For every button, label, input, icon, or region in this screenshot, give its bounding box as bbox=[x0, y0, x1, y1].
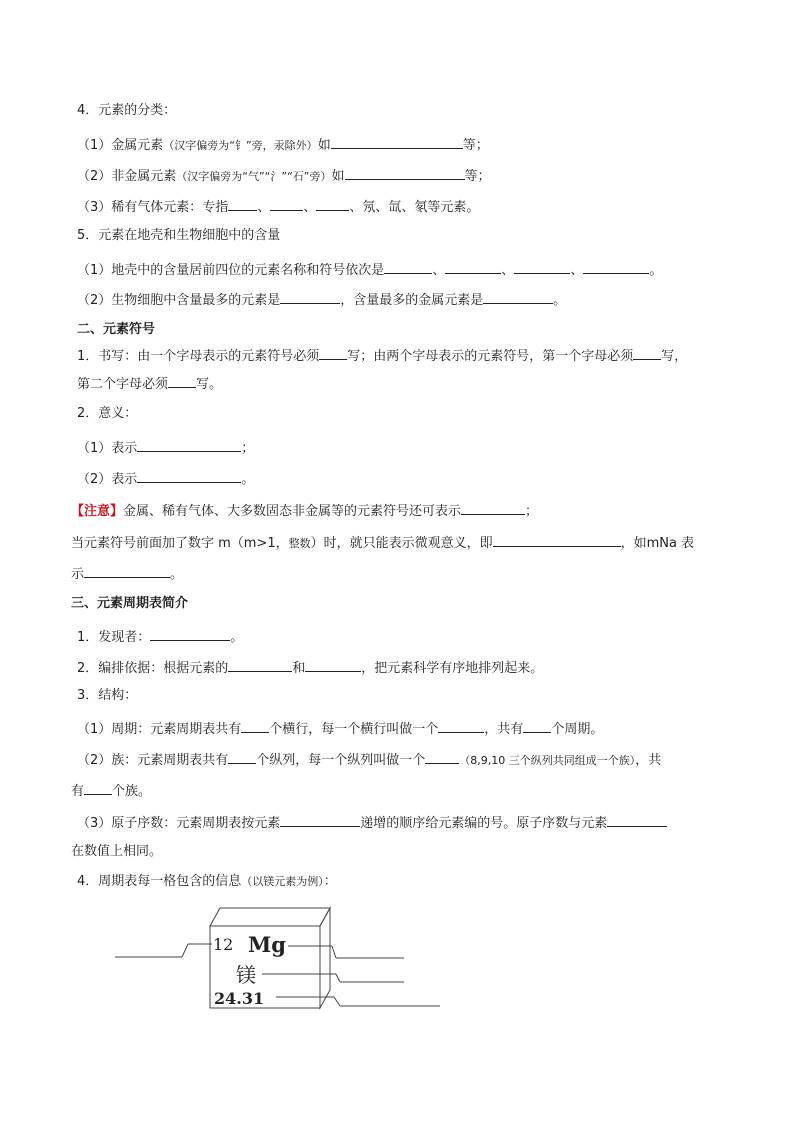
text: （1）地壳中的含量居前四位的元素名称和符号依次是 bbox=[77, 263, 385, 278]
text: （3）原子序数：元素周期表按元素 bbox=[77, 816, 281, 831]
answer-blank[interactable] bbox=[633, 346, 661, 360]
text: 整数 bbox=[288, 537, 311, 550]
answer-blank[interactable] bbox=[445, 260, 501, 274]
leader-line bbox=[336, 974, 340, 982]
text: 递增的顺序给元素编的号。原子序数与元素 bbox=[360, 816, 608, 831]
text: （1）表示 bbox=[77, 441, 138, 456]
text: 。 bbox=[241, 472, 255, 487]
answer-blank[interactable] bbox=[241, 719, 269, 733]
discoverer-line bbox=[77, 627, 243, 646]
s4-line-2 bbox=[77, 166, 491, 185]
text: ，含量最多的金属元素是 bbox=[340, 293, 484, 308]
text: 。 bbox=[230, 630, 244, 645]
section-5-title: 5．元素在地壳和生物细胞中的含量 bbox=[77, 228, 281, 243]
leader-line bbox=[332, 946, 336, 958]
answer-blank[interactable] bbox=[331, 135, 463, 149]
answer-blank[interactable] bbox=[461, 501, 525, 515]
text: 、 bbox=[501, 263, 515, 278]
meaning-title: 2．意义： bbox=[77, 406, 138, 421]
text: 、 bbox=[257, 200, 271, 215]
answer-blank[interactable] bbox=[280, 813, 360, 827]
atomic-mass: 24.31 bbox=[214, 989, 265, 1008]
text: （2）生物细胞中含量最多的元素是 bbox=[77, 293, 281, 308]
text: 当元素符号前面加了数字 m（m>1， bbox=[71, 536, 289, 551]
text: 1．书写：由一个字母表示的元素符号必须 bbox=[77, 349, 320, 364]
answer-blank[interactable] bbox=[305, 658, 361, 672]
text: 和 bbox=[292, 661, 306, 676]
meaning-line-2 bbox=[77, 469, 254, 488]
s5-line-2 bbox=[77, 290, 566, 309]
text: 等； bbox=[464, 169, 491, 184]
answer-blank[interactable] bbox=[384, 260, 432, 274]
answer-blank[interactable] bbox=[84, 781, 112, 795]
answer-blank[interactable] bbox=[583, 260, 649, 274]
answer-blank[interactable] bbox=[483, 290, 553, 304]
text: 如 bbox=[317, 138, 331, 153]
text: ，共有 bbox=[484, 722, 524, 737]
structure-title: 3．结构： bbox=[77, 688, 138, 703]
text: 1．发现者： bbox=[77, 630, 151, 645]
text: 。 bbox=[170, 567, 184, 582]
text: （1）周期：元素周期表共有 bbox=[77, 722, 242, 737]
answer-blank[interactable] bbox=[270, 197, 303, 211]
text: （以镁元素为例） bbox=[241, 875, 324, 888]
answer-blank[interactable] bbox=[523, 719, 551, 733]
basis-line bbox=[77, 658, 543, 677]
text: 4．周期表每一格包含的信息 bbox=[77, 874, 242, 889]
text: 写；由两个字母表示的元素符号，第一个字母必须 bbox=[347, 349, 634, 364]
cell-info-title bbox=[77, 874, 337, 890]
section-4-title: 4．元素的分类： bbox=[77, 103, 177, 118]
text: 。 bbox=[649, 263, 663, 278]
text: （2）族：元素周期表共有 bbox=[77, 753, 229, 768]
s5-line-1 bbox=[77, 260, 662, 279]
atomic-number-line-2: 在数值上相同。 bbox=[71, 844, 163, 859]
text: 个周期。 bbox=[551, 722, 604, 737]
text: 。 bbox=[553, 293, 567, 308]
answer-blank[interactable] bbox=[168, 374, 196, 388]
leader-line bbox=[182, 944, 188, 957]
writing-line-1 bbox=[77, 346, 687, 365]
note-tag: 【注意】 bbox=[71, 504, 124, 519]
text: 金属、稀有气体、大多数固态非金属等的元素符号还可表示 bbox=[123, 504, 462, 519]
text: 写， bbox=[661, 349, 688, 364]
answer-blank[interactable] bbox=[137, 469, 241, 483]
group-line-2 bbox=[71, 781, 151, 800]
leader-line bbox=[334, 997, 340, 1006]
cube-top-face bbox=[210, 908, 330, 926]
answer-blank[interactable] bbox=[280, 290, 340, 304]
period-line bbox=[77, 719, 603, 738]
text: 等； bbox=[462, 138, 489, 153]
text: （汉字偏旁为“气”“氵”“石”旁） bbox=[176, 170, 332, 183]
text: ，把元素科学有序地排列起来。 bbox=[361, 661, 544, 676]
text: 、 bbox=[570, 263, 584, 278]
text: 示 bbox=[71, 567, 85, 582]
answer-blank[interactable] bbox=[150, 627, 230, 641]
text: 第二个字母必须 bbox=[77, 377, 169, 392]
answer-blank[interactable] bbox=[607, 813, 667, 827]
text: 个纵列，每一个纵列叫做一个 bbox=[256, 753, 426, 768]
text: （3）稀有气体元素：专指 bbox=[77, 200, 229, 215]
answer-blank[interactable] bbox=[319, 346, 347, 360]
note-line-3 bbox=[71, 564, 183, 583]
text: 、 bbox=[303, 200, 317, 215]
group-line-1 bbox=[77, 750, 661, 769]
text: 、氖、氙、氡等元素。 bbox=[349, 200, 480, 215]
section-2-title: 二、元素符号 bbox=[77, 322, 156, 337]
text: 有 bbox=[71, 784, 85, 799]
text: ，共 bbox=[635, 753, 662, 768]
atomic-number: 12 bbox=[213, 935, 234, 954]
answer-blank[interactable] bbox=[84, 564, 170, 578]
answer-blank[interactable] bbox=[493, 533, 621, 547]
s4-line-1 bbox=[77, 135, 489, 154]
text: 写。 bbox=[196, 377, 223, 392]
atomic-number-line bbox=[77, 813, 667, 832]
answer-blank[interactable] bbox=[316, 197, 349, 211]
element-symbol: Mg bbox=[248, 932, 286, 957]
text: ； bbox=[241, 441, 255, 456]
answer-blank[interactable] bbox=[228, 197, 257, 211]
answer-blank[interactable] bbox=[425, 750, 459, 764]
cube-side-face bbox=[320, 908, 330, 1008]
text: ： bbox=[323, 874, 337, 889]
element-cell-diagram bbox=[100, 900, 450, 1020]
answer-blank[interactable] bbox=[228, 750, 256, 764]
note-line-2 bbox=[71, 533, 694, 552]
text: （1）金属元素 bbox=[77, 138, 164, 153]
text: 、 bbox=[432, 263, 446, 278]
text: （汉字偏旁为“钅”旁，汞除外） bbox=[163, 139, 318, 152]
section-3-title: 三、元素周期表简介 bbox=[71, 596, 189, 611]
answer-blank[interactable] bbox=[438, 719, 484, 733]
answer-blank[interactable] bbox=[345, 166, 465, 180]
answer-blank[interactable] bbox=[514, 260, 570, 274]
text: 2．编排依据：根据元素的 bbox=[77, 661, 229, 676]
text: ，如mNa 表 bbox=[620, 536, 695, 551]
text: ）时，就只能表示微观意义，即 bbox=[310, 536, 493, 551]
text: （8,9,10 三个纵列共同组成一个族） bbox=[459, 754, 636, 767]
text: 如 bbox=[331, 169, 345, 184]
text: 个族。 bbox=[112, 784, 152, 799]
answer-blank[interactable] bbox=[137, 438, 241, 452]
s4-line-3 bbox=[77, 197, 479, 216]
text: （2）非金属元素 bbox=[77, 169, 177, 184]
text: 个横行，每一个横行叫做一个 bbox=[269, 722, 439, 737]
note-line bbox=[71, 501, 538, 520]
meaning-line-1 bbox=[77, 438, 254, 457]
writing-line-2 bbox=[77, 374, 222, 393]
text: （2）表示 bbox=[77, 472, 138, 487]
element-name: 镁 bbox=[236, 963, 256, 987]
answer-blank[interactable] bbox=[228, 658, 292, 672]
text: ； bbox=[525, 504, 539, 519]
